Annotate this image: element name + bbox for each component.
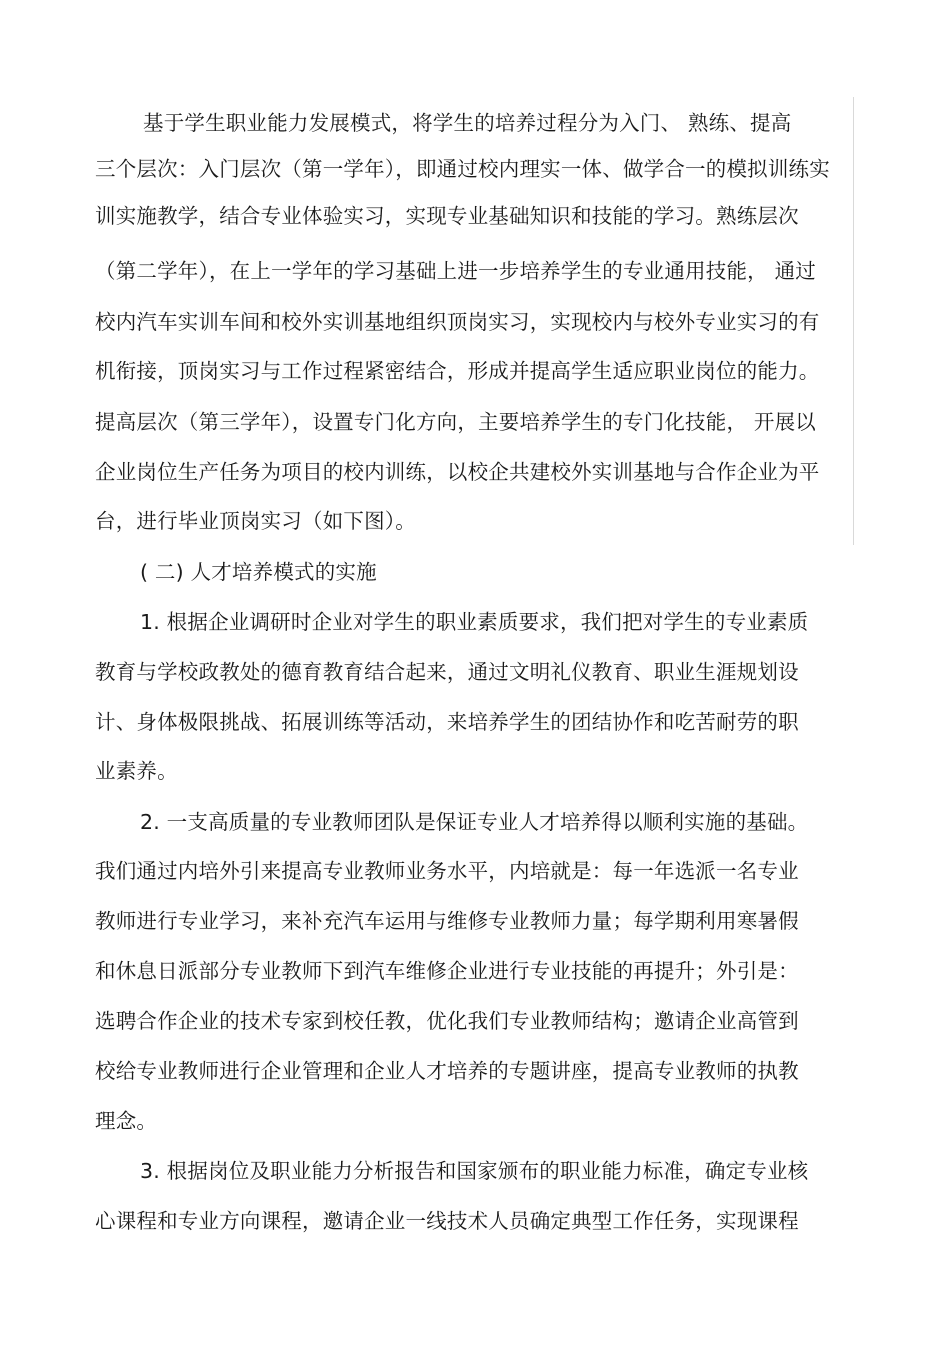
section-heading: ( 二) 人才培养模式的实施 [140, 560, 377, 584]
paragraph-1-line-2: 三个层次：入门层次（第一学年），即通过校内理实一体、做学合一的模拟训练实 [95, 157, 830, 181]
paragraph-1-line-1: 基于学生职业能力发展模式，将学生的培养过程分为入门、 熟练、提高 [143, 111, 792, 135]
item-1-line-1: 1. 根据企业调研时企业对学生的职业素质要求，我们把对学生的专业素质 [140, 610, 809, 634]
item-2-line-7: 理念。 [95, 1109, 158, 1133]
paragraph-1-line-6: 机衔接，顶岗实习与工作过程紧密结合，形成并提高学生适应职业岗位的能力。 [95, 359, 820, 383]
item-2-line-4: 和休息日派部分专业教师下到汽车维修企业进行专业技能的再提升；外引是： [95, 959, 799, 983]
paragraph-1-line-7: 提高层次（第三学年），设置专门化方向，主要培养学生的专门化技能， 开展以 [95, 410, 816, 434]
item-2-line-2: 我们通过内培外引来提高专业教师业务水平，内培就是：每一年选派一名专业 [95, 859, 799, 883]
paragraph-1-line-8: 企业岗位生产任务为项目的校内训练，以校企共建校外实训基地与合作企业为平 [95, 460, 820, 484]
paragraph-1-line-4: （第二学年），在上一学年的学习基础上进一步培养学生的专业通用技能， 通过 [95, 259, 816, 283]
item-2-line-1: 2. 一支高质量的专业教师团队是保证专业人才培养得以顺利实施的基础。 [140, 810, 809, 834]
item-2-line-3: 教师进行专业学习，来补充汽车运用与维修专业教师力量；每学期利用寒暑假 [95, 909, 799, 933]
item-3-line-1: 3. 根据岗位及职业能力分析报告和国家颁布的职业能力标准，确定专业核 [140, 1159, 809, 1183]
paragraph-1-line-5: 校内汽车实训车间和校外实训基地组织顶岗实习，实现校内与校外专业实习的有 [95, 310, 820, 334]
item-1-line-4: 业素养。 [95, 759, 178, 783]
item-1-line-3: 计、身体极限挑战、拓展训练等活动，来培养学生的团结协作和吃苦耐劳的职 [95, 710, 799, 734]
item-2-line-5: 选聘合作企业的技术专家到校任教，优化我们专业教师结构；邀请企业高管到 [95, 1009, 799, 1033]
item-3-line-2: 心课程和专业方向课程，邀请企业一线技术人员确定典型工作任务，实现课程 [95, 1209, 799, 1233]
paragraph-1-line-9: 台，进行毕业顶岗实习（如下图）。 [95, 509, 416, 533]
margin-rule [853, 97, 854, 545]
paragraph-1-line-3: 训实施教学，结合专业体验实习，实现专业基础知识和技能的学习。熟练层次 [95, 204, 799, 228]
item-2-line-6: 校给专业教师进行企业管理和企业人才培养的专题讲座，提高专业教师的执教 [95, 1059, 799, 1083]
item-1-line-2: 教育与学校政教处的德育教育结合起来，通过文明礼仪教育、职业生涯规划设 [95, 660, 799, 684]
